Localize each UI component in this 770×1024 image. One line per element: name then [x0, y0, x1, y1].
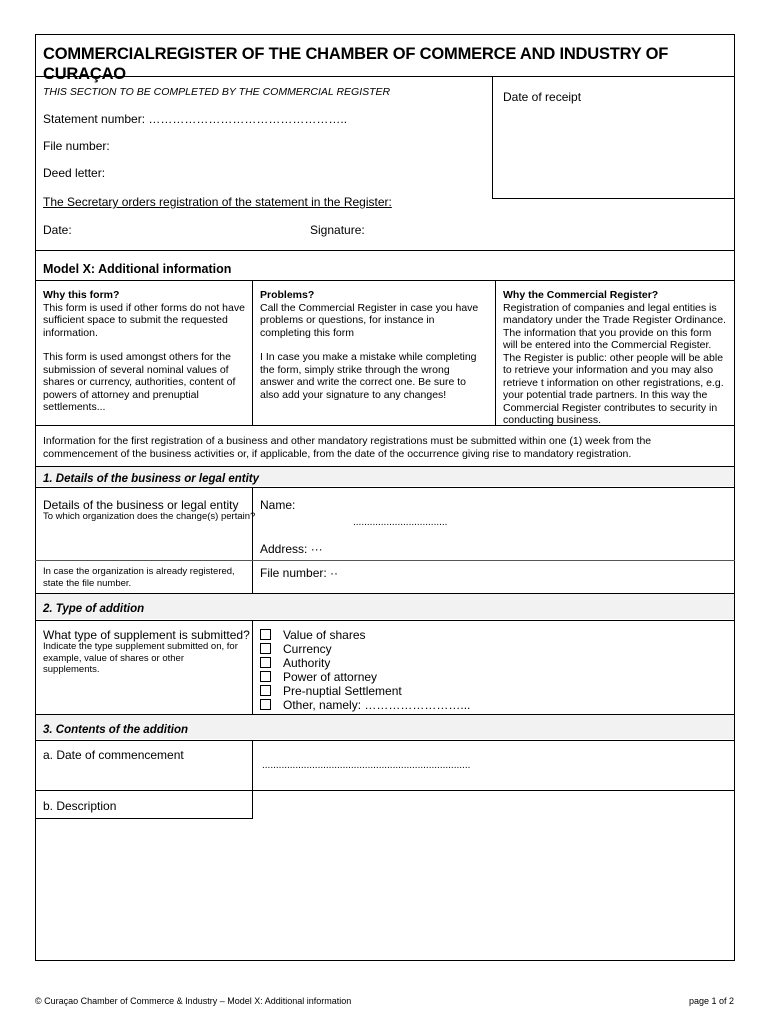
supplement-type-sublabel: Indicate the type supplement submitted on, for example, value of shares or other supplements.: [43, 641, 238, 675]
option-label: Currency: [283, 642, 332, 656]
problems-column: [260, 289, 485, 401]
column-text: Registration of companies and legal entities is mandatory under the Trade Register Ordinance. The information that you provide on this form will be entered into the Commercial Register.: [503, 301, 726, 351]
column-text: This form is used if other forms do not have sufficient space to submit the requested information.: [43, 301, 245, 339]
currency-checkbox[interactable]: [260, 643, 271, 654]
secretary-orders-text: The Secretary orders registration of the statement in the Register:: [43, 195, 392, 209]
section-1-heading: 1. Details of the business or legal entity: [43, 473, 260, 485]
why-this-form-column: [43, 289, 248, 414]
column-divider: [252, 740, 253, 790]
footer-copyright: © Curaçao Chamber of Commerce & Industry – Model X: Additional information: [35, 996, 352, 1006]
section-3-heading: 3. Contents of the addition: [43, 724, 189, 736]
signature-field[interactable]: Signature:: [310, 223, 365, 237]
column-text: Call the Commercial Register in case you have problems or questions, for instance in completing this form: [260, 301, 479, 339]
deed-letter-field[interactable]: Deed letter:: [43, 166, 106, 180]
power-of-attorney-checkbox[interactable]: [260, 671, 271, 682]
prenuptial-settlement-checkbox[interactable]: [260, 685, 271, 696]
divider: [35, 740, 735, 741]
model-title: Model X: Additional information: [43, 262, 232, 276]
other-checkbox[interactable]: [260, 699, 271, 710]
address-field[interactable]: Address: ···: [260, 542, 323, 556]
option-label: Authority: [283, 656, 331, 670]
column-divider: [495, 280, 496, 425]
option-label: Power of attorney: [283, 670, 378, 684]
option-label: Other, namely: ……………………...: [283, 698, 471, 712]
column-divider: [252, 280, 253, 425]
column-text: This form is used amongst others for the submission of several nominal values of shares or currency, authorities, content of powers of attorney and prenuptial settlements...: [43, 351, 236, 413]
why-commercial-register-column: [503, 289, 728, 427]
date-of-commencement-label: a. Date of commencement: [43, 748, 184, 762]
divider: [35, 487, 735, 488]
name-field[interactable]: Name:: [260, 498, 296, 512]
file-number-field[interactable]: File number:: [43, 139, 110, 153]
column-heading: Why the Commercial Register?: [503, 289, 659, 301]
description-label: b. Description: [43, 799, 117, 813]
registration-notice: Information for the first registration of a business and other mandatory registrations must be submitted within one (1) week from the commencement of the business activities or, if applicable, from the date of the occurrence giving rise to mandatory registration.: [43, 435, 652, 460]
details-label: Details of the business or legal entity: [43, 498, 239, 512]
date-field[interactable]: Date:: [43, 223, 72, 237]
option-label: Value of shares: [283, 628, 366, 642]
divider: [35, 620, 735, 621]
supplement-type-label: What type of supplement is submitted?: [43, 628, 250, 642]
column-text: The Register is public: other people will be able to retrieve your information and you may also retrieve t information on other registrations, e.g. your potential trade partners. In this way the Commercial Register contributes to security in conducting business.: [503, 351, 724, 426]
registered-note: In case the organization is already registered, state the file number.: [43, 566, 235, 589]
divider: [35, 250, 735, 251]
column-heading: Problems?: [260, 289, 315, 301]
section-2-heading: 2. Type of addition: [43, 603, 145, 615]
page-number: page 1 of 2: [688, 996, 734, 1006]
description-field[interactable]: [36, 820, 734, 960]
divider: [35, 425, 735, 426]
date-of-commencement-field[interactable]: ...........................................................................: [262, 760, 471, 771]
option-label: Pre-nuptial Settlement: [283, 684, 402, 698]
column-divider: [252, 620, 253, 714]
register-section-heading: THIS SECTION TO BE COMPLETED BY THE COMMERCIAL REGISTER: [43, 86, 391, 98]
authority-checkbox[interactable]: [260, 657, 271, 668]
form-title: COMMERCIALREGISTER OF THE CHAMBER OF COMMERCE AND INDUSTRY OF CURAÇAO: [43, 45, 669, 83]
file-number-entry[interactable]: File number: ··: [260, 566, 339, 580]
value-of-shares-checkbox[interactable]: [260, 629, 271, 640]
divider: [35, 560, 735, 561]
column-heading: Why this form?: [43, 289, 120, 301]
statement-number-field[interactable]: Statement number: …………………………………………..: [43, 112, 348, 126]
column-text: I In case you make a mistake while completing the form, simply strike through the wrong answer and write the correct one. Be sure to also add your signature to any changes!: [260, 351, 477, 401]
name-dots: ..................................: [353, 517, 448, 528]
divider: [35, 280, 735, 281]
date-of-receipt-label: Date of receipt: [503, 90, 582, 104]
details-sublabel: To which organization does the change(s) pertain?: [43, 511, 256, 522]
column-divider: [252, 487, 253, 593]
